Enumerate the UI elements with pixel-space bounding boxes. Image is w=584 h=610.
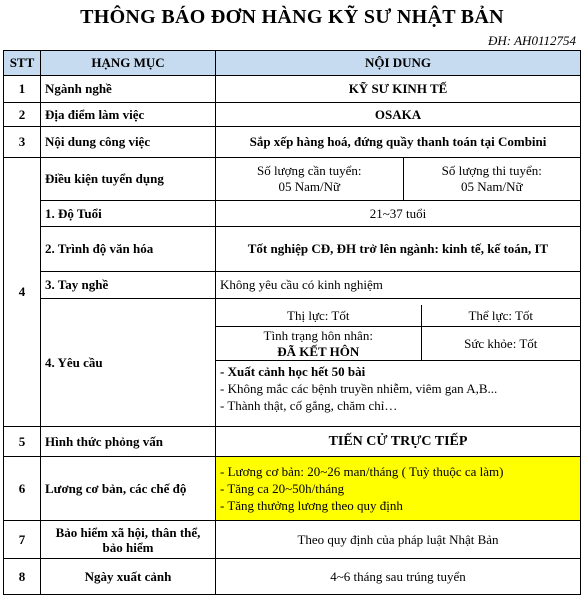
requirements-list — [216, 361, 580, 421]
requirements-label: 4. Yêu cầu — [41, 299, 216, 427]
requirements-grid — [216, 305, 580, 421]
education-label: 2. Trình độ văn hóa — [41, 227, 216, 272]
exam-count-label: Số lượng thi tuyển: — [441, 163, 542, 178]
row-label: Ngành nghề — [41, 76, 216, 103]
requirements-cell — [216, 299, 581, 427]
row-number: 2 — [4, 103, 41, 127]
table-row — [4, 299, 581, 427]
table-row — [4, 158, 581, 201]
table-row — [4, 201, 581, 227]
physical-strength: Thể lực: Tốt — [421, 305, 580, 327]
header-category: HẠNG MỤC — [41, 51, 216, 76]
row-label: Hình thức phỏng vấn — [41, 427, 216, 457]
row-value: OSAKA — [216, 103, 581, 127]
row-number: 1 — [4, 76, 41, 103]
row-value: KỸ SƯ KINH TẾ — [216, 76, 581, 103]
recruit-count-value: 05 Nam/Nữ — [278, 179, 341, 194]
table-row — [4, 127, 581, 158]
list-item: - Tăng ca 20~50h/tháng — [220, 481, 345, 496]
table-header-row — [4, 51, 581, 76]
marital-status — [216, 327, 421, 361]
list-item: - Không mắc các bệnh truyền nhiễm, viêm gan A,B... — [220, 381, 498, 397]
health: Sức khỏe: Tốt — [421, 327, 580, 361]
age-value: 21~37 tuổi — [216, 201, 581, 227]
table-row — [4, 227, 581, 272]
table-row — [4, 272, 581, 299]
recruit-count — [216, 158, 403, 200]
order-code: ĐH: AH0112754 — [488, 33, 576, 48]
table-row — [4, 559, 581, 595]
page-title: THÔNG BÁO ĐƠN HÀNG KỸ SƯ NHẬT BẢN — [80, 6, 504, 28]
list-item: - Thành thật, cố gắng, chăm chỉ… — [220, 398, 398, 414]
skill-value: Không yêu cầu có kinh nghiệm — [216, 272, 581, 299]
conditions-label: Điều kiện tuyển dụng — [41, 158, 216, 201]
exam-count — [403, 158, 580, 200]
exam-count-value: 05 Nam/Nữ — [460, 179, 523, 194]
marital-value: ĐÃ KẾT HÔN — [277, 343, 360, 359]
row-number: 6 — [4, 457, 41, 521]
skill-label: 3. Tay nghề — [41, 272, 216, 299]
row-value: Sắp xếp hàng hoá, đứng quầy thanh toán tại Combini — [216, 127, 581, 158]
header-content: NỘI DUNG — [216, 51, 581, 76]
row-number: 5 — [4, 427, 41, 457]
row-value: Theo quy định của pháp luật Nhật Bản — [216, 521, 581, 559]
row-label: Bảo hiểm xã hội, thân thể, bảo hiểm — [41, 521, 216, 559]
row-number: 3 — [4, 127, 41, 158]
row-number: 4 — [4, 158, 41, 427]
salary-list — [216, 457, 581, 521]
row-label: Lương cơ bản, các chế độ — [41, 457, 216, 521]
header-stt: STT — [4, 51, 41, 76]
eyesight: Thị lực: Tốt — [287, 307, 350, 323]
row-label: Địa điểm làm việc — [41, 103, 216, 127]
marital-label: Tình trạng hôn nhân: — [263, 327, 373, 343]
list-item: - Tăng thưởng lương theo quy định — [220, 498, 403, 513]
row-label: Ngày xuất cảnh — [41, 559, 216, 595]
table-row — [4, 103, 581, 127]
recruit-counts — [216, 158, 580, 200]
row-number: 8 — [4, 559, 41, 595]
row-number: 7 — [4, 521, 41, 559]
list-item: - Lương cơ bản: 20~26 man/tháng ( Tuỳ thuộc ca làm) — [220, 464, 504, 479]
age-label: 1. Độ Tuổi — [41, 201, 216, 227]
row-label: Nội dung công việc — [41, 127, 216, 158]
recruit-counts-cell — [216, 158, 581, 201]
list-item: - Xuất cảnh học hết 50 bài — [220, 364, 366, 380]
education-value: Tốt nghiệp CĐ, ĐH trở lên ngành: kinh tế, kế toán, IT — [216, 227, 581, 272]
recruit-count-label: Số lượng cần tuyển: — [256, 163, 362, 178]
table-row — [4, 76, 581, 103]
table-row — [4, 521, 581, 559]
row-value: 4~6 tháng sau trúng tuyển — [216, 559, 581, 595]
row-value: TIẾN CỬ TRỰC TIẾP — [216, 427, 581, 457]
table-row — [4, 457, 581, 521]
table-row — [4, 427, 581, 457]
order-table — [3, 50, 581, 595]
